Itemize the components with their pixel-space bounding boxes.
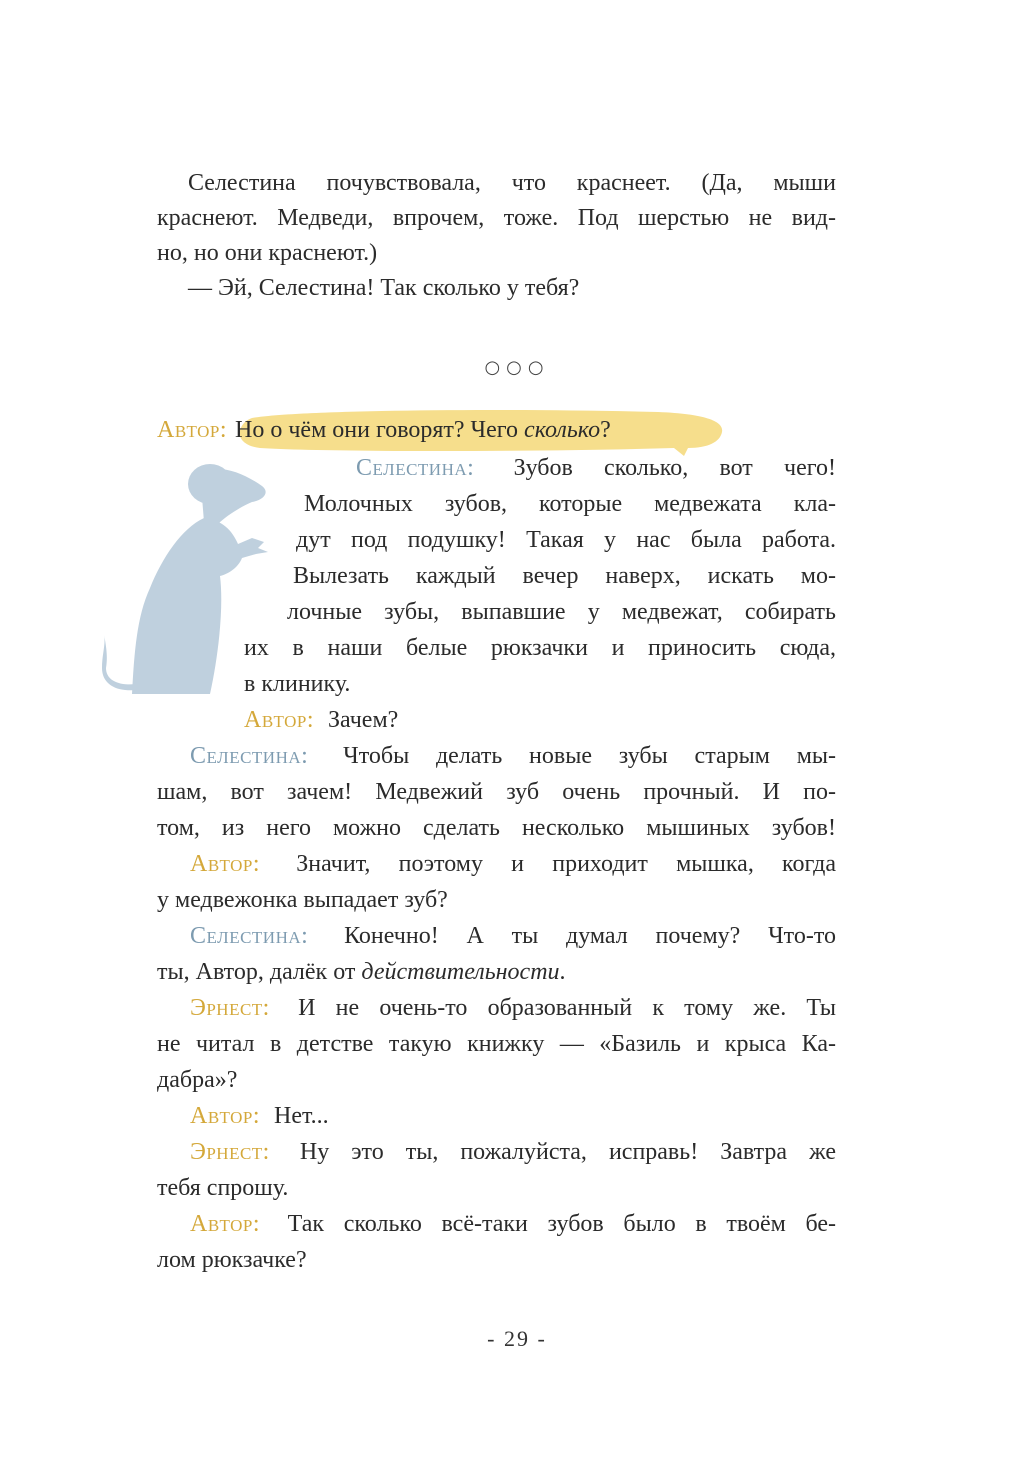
celestine-line-1 xyxy=(356,450,836,486)
author-line-3 xyxy=(190,846,836,882)
author-line-7: лом рюкзачке? xyxy=(157,1247,307,1273)
section-separator: ○○○ xyxy=(484,357,550,378)
celestine-line-5: лочные зубы, выпавшие у медвежат, собирать xyxy=(287,599,836,625)
ernest-line-2: не читал в детстве такую книжку — «Базиль и крыса Ка- xyxy=(157,1031,836,1057)
intro-line-4: — Эй, Селестина! Так сколько у тебя? xyxy=(188,275,580,301)
celestine-line-8 xyxy=(190,738,836,774)
author-text: Но о чём они говорят? Чего xyxy=(235,417,525,443)
celestine-text: Зубов сколько, вот чего! xyxy=(513,455,836,481)
celestine-text: Конечно! А ты думал почему? Что-то xyxy=(344,923,836,949)
author-line-2 xyxy=(244,702,398,738)
author-line-4: у медвежонка выпадает зуб? xyxy=(157,887,448,913)
ernest-line-1 xyxy=(190,990,836,1026)
speaker-celestine: Селестина: xyxy=(190,923,309,949)
speaker-author: Автор: xyxy=(244,707,315,733)
ernest-line-5: тебя спрошу. xyxy=(157,1175,289,1201)
intro-line-2: краснеют. Медведи, впрочем, тоже. Под шерстью не вид- xyxy=(157,205,836,231)
ernest-line-3: дабра»? xyxy=(157,1067,238,1093)
author-text-emphasis: сколько xyxy=(524,417,601,443)
celestine-text-end: . xyxy=(559,959,566,985)
celestine-line-4: Вылезать каждый вечер наверх, искать мо- xyxy=(293,563,836,589)
author-line-5 xyxy=(190,1098,329,1134)
speaker-celestine: Селестина: xyxy=(190,743,309,769)
author-line-1 xyxy=(157,412,611,448)
author-line-6 xyxy=(190,1206,836,1242)
intro-line-1: Селестина почувствовала, что краснеет. (Да, мыши xyxy=(188,170,836,196)
speaker-celestine: Селестина: xyxy=(356,455,475,481)
author-text: Значит, поэтому и приходит мышка, когда xyxy=(296,851,836,877)
celestine-line-6: их в наши белые рюкзачки и приносить сюда, xyxy=(244,635,836,661)
celestine-line-11 xyxy=(190,918,836,954)
author-text-end: ? xyxy=(600,417,611,443)
celestine-text: ты, Автор, далёк от xyxy=(157,959,362,985)
author-text: Зачем? xyxy=(328,707,399,733)
celestine-line-7: в клинику. xyxy=(244,671,351,697)
speaker-author: Автор: xyxy=(190,851,261,877)
author-text: Так сколько всё-таки зубов было в твоём бе- xyxy=(287,1211,837,1237)
ernest-line-4 xyxy=(190,1134,836,1170)
celestine-line-9: шам, вот зачем! Медвежий зуб очень прочный. И по- xyxy=(157,779,836,805)
celestine-text-emphasis: действительности xyxy=(361,959,560,985)
celestine-text: Чтобы делать новые зубы старым мы- xyxy=(343,743,837,769)
celestine-line-3: дут под подушку! Такая у нас была работа. xyxy=(296,527,836,553)
ernest-text: И не очень-то образованный к тому же. Ты xyxy=(298,995,837,1021)
speaker-author: Автор: xyxy=(190,1211,261,1237)
celestine-line-12 xyxy=(157,954,566,990)
celestine-line-10: том, из него можно сделать несколько мышиных зубов! xyxy=(157,815,836,841)
speaker-author: Автор: xyxy=(157,417,228,443)
celestine-line-2: Молочных зубов, которые медвежата кла- xyxy=(304,491,836,517)
speaker-ernest: Эрнест: xyxy=(190,1139,270,1165)
speaker-ernest: Эрнест: xyxy=(190,995,270,1021)
ernest-text: Ну это ты, пожалуйста, исправь! Завтра же xyxy=(299,1139,836,1165)
author-text: Нет... xyxy=(274,1103,329,1129)
page-number: - 29 - xyxy=(487,1326,547,1351)
speaker-author: Автор: xyxy=(190,1103,261,1129)
intro-line-3: но, но они краснеют.) xyxy=(157,240,378,266)
